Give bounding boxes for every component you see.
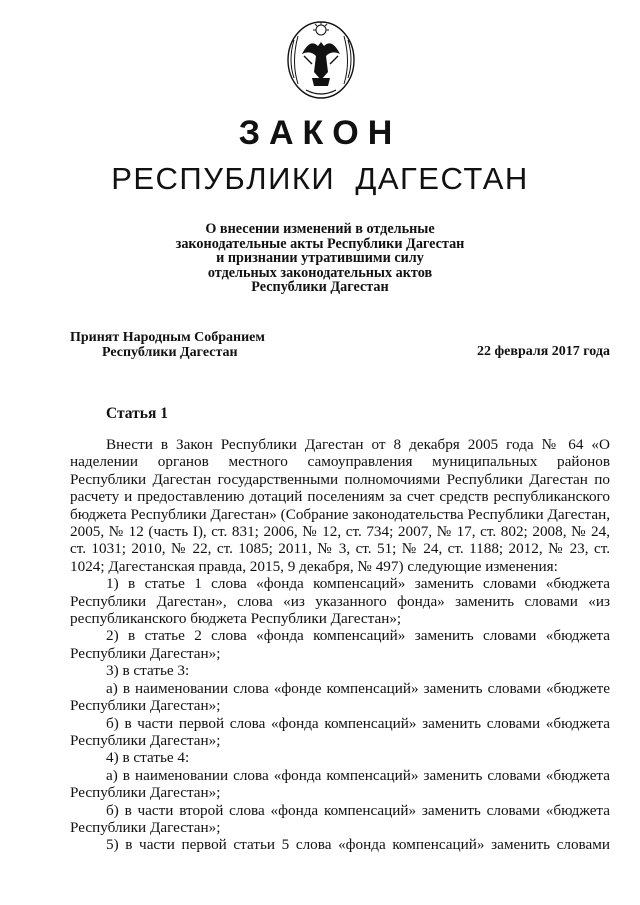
paragraph: 1) в статье 1 слова «фонда компенсаций» заменить словами «бюджета Республики Дагестан», слова «из указанного фонда» заменить словами «из республиканского бюджета Республики Дагестан»; xyxy=(70,575,610,628)
paragraph: 4) в статье 4: xyxy=(106,749,190,767)
paragraph: б) в части второй слова «фонда компенсаций» заменить словами «бюджета Республики Дагестан»; xyxy=(70,801,610,836)
document-subject xyxy=(120,222,520,295)
paragraph: Внести в Закон Республики Дагестан от 8 декабря 2005 года № 64 «О наделении органов местного самоуправления муниципальных районов Республики Дагестан государственными полномочиями Республики Дагестан по расчету и предоставлению дотаций поселениям за счет средств республиканского бюджета Республики Дагестан» (Собрание законодательства Республики Дагестан, 2005, № 12 (часть I), ст. 831; 2006, № 12, ст. 734; 2007, № 17, ст. 802; 2008, № 24, ст. 1031; 2010, № 22, ст. 1085; 2011, № 3, ст. 51; № 24, ст. 1188; 2012, № 23, ст. 1024; Дагестанская правда, 2015, 9 декабря, № 497) следующие изменения: xyxy=(70,436,610,575)
paragraph: 3) в статье 3: xyxy=(106,662,190,680)
paragraph: а) в наименовании слова «фонда компенсаций» заменить словами «бюджета Республики Дагестан»; xyxy=(70,766,610,802)
paragraph: б) в части первой слова «фонда компенсаций» заменить словами «бюджета Республики Дагестан»; xyxy=(70,714,610,749)
article-heading: Статья 1 xyxy=(106,405,168,422)
paragraph: 5) в части первой статьи 5 слова «фонда компенсаций» заменить словами xyxy=(106,836,610,854)
document-title: ЗАКОН xyxy=(238,114,402,152)
adoption-date: 22 февраля 2017 года xyxy=(477,344,610,359)
subject-line: О внесении изменений в отдельные xyxy=(205,221,435,237)
document-subtitle: РЕСПУБЛИКИ ДАГЕСТАН xyxy=(111,161,529,196)
subject-line: Республики Дагестан xyxy=(251,279,389,296)
paragraph: 2) в статье 2 слова «фонда компенсаций» заменить словами «бюджета Республики Дагестан»; xyxy=(70,627,610,662)
subject-line: отдельных законодательных актов xyxy=(207,264,433,281)
adopted-by-line: Республики Дагестан xyxy=(102,345,238,360)
adopted-by xyxy=(70,330,265,360)
coat-of-arms-icon xyxy=(282,16,360,102)
subject-line: и признании утратившими силу xyxy=(216,250,424,267)
paragraph: а) в наименовании слова «фонде компенсаций» заменить словами «бюджете Республики Дагестан»; xyxy=(70,679,610,715)
adopted-by-line: Принят Народным Собранием xyxy=(70,330,265,345)
subject-line: законодательные акты Республики Дагестан xyxy=(175,235,465,252)
article-body xyxy=(70,436,610,854)
